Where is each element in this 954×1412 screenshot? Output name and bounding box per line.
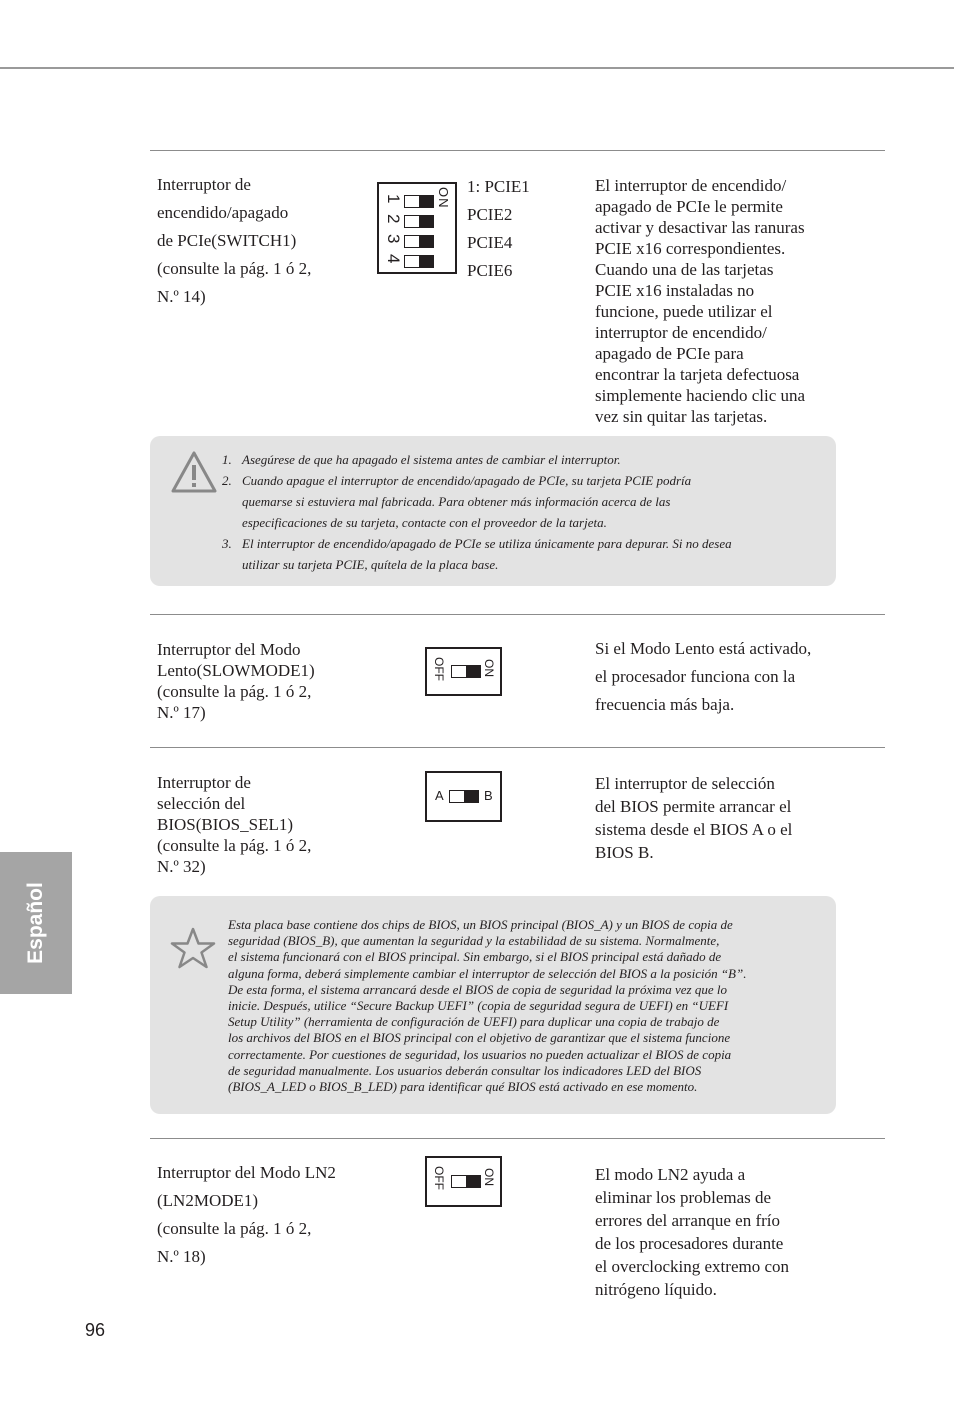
section-divider: [150, 1138, 885, 1139]
dip-switch-1: [404, 195, 434, 208]
star-icon: [170, 926, 216, 970]
ln2mode-on-label: ON: [482, 1168, 496, 1186]
ln2mode-description: El modo LN2 ayuda a eliminar los problemas de errores del arranque en frío de los procesadores durante el overclocking extremo con nitrógeno líquido.: [595, 1165, 790, 1299]
dip-number-1: 1: [384, 194, 403, 204]
ln2mode-name: Interruptor del Modo LN2 (LN2MODE1) (consulte la pág. 1 ó 2, N.º 18): [157, 1163, 336, 1266]
warning-note-list: [222, 449, 822, 575]
page-number: 96: [85, 1320, 106, 1340]
section-divider: [150, 150, 885, 151]
warning-item-2: 2. Cuando apague el interruptor de encendido/apagado de PCIe, su tarjeta PCIE podría quemarse si estuviera mal fabricada. Para obtener más información acerca de las especificaciones de su tarjeta, contacte con el proveedor de la tarjeta.: [222, 473, 692, 530]
section-divider: [150, 747, 885, 748]
bios-sel-toggle: [449, 790, 479, 803]
ln2mode-off-label: OFF: [432, 1166, 446, 1190]
slowmode-switch-diagram: [425, 647, 502, 696]
dip-switch-2: [404, 215, 434, 228]
switch1-description: El interruptor de encendido/ apagado de PCIe le permite activar y desactivar las ranuras PCIE x16 correspondientes. Cuando una de las tarjetas PCIE x16 instaladas no funcione, puede utilizar el interruptor de encendido/ apagado de PCIe para encontrar la tarjeta defectuosa simplemente haciendo clic una vez sin quitar las tarjetas.: [595, 176, 806, 426]
switch1-name: Interruptor de encendido/apagado de PCIe(SWITCH1) (consulte la pág. 1 ó 2, N.º 14): [157, 175, 312, 306]
dip-switch-4: [404, 255, 434, 268]
pcie-dip-switch-diagram: [377, 182, 457, 274]
language-side-tab: [0, 852, 72, 994]
bios-sel-switch-diagram: [425, 771, 502, 822]
dip-number-2: 2: [384, 214, 403, 224]
warning-triangle-icon: [170, 450, 218, 494]
ln2mode-switch-diagram: [425, 1156, 502, 1207]
switch1-pcie-labels: 1: PCIE1 PCIE2 PCIE4 PCIE6: [467, 177, 530, 280]
dip-number-4: 4: [384, 254, 403, 264]
ln2mode-toggle: [451, 1175, 481, 1188]
slowmode-off-label: OFF: [432, 657, 446, 681]
slowmode-description: Si el Modo Lento está activado, el procesador funciona con la frecuencia más baja.: [595, 639, 812, 714]
bios-note-box: [150, 896, 836, 1114]
bios-b-label: B: [484, 788, 493, 803]
header-rule: [0, 67, 954, 69]
dip-number-3: 3: [384, 234, 403, 244]
section-divider: [150, 614, 885, 615]
warning-item-1: 1. Asegúrese de que ha apagado el sistema antes de cambiar el interruptor.: [222, 452, 621, 467]
bios-note-text: Esta placa base contiene dos chips de BIOS, un BIOS principal (BIOS_A) y un BIOS de copia de seguridad (BIOS_B), que aumentan la seguridad y la estabilidad de su sistema. Normalmente, el sistema funcionará con el BIOS principal. Sin embargo, si el BIOS principal está dañado de alguna forma, deberá simplemente cambiar el interruptor de selección del BIOS a la posición “B”. De esta forma, el sistema arrancará desde el BIOS de copia de seguridad la próxima vez que lo inicie. Después, utilice “Secure Backup UEFI” (copia de seguridad segura de UEFI) en “UEFI Setup Utility” (herramienta de configuración de UEFI) para duplicar una copia de trabajo de los archivos del BIOS en el BIOS principal con el objetivo de garantizar que el sistema funcione correctamente. Por cuestiones de seguridad, los usuarios no pueden actualizar el BIOS de copia de seguridad manualmente. Los usuarios deberán consultar los indicadores LED del BIOS (BIOS_A_LED o BIOS_B_LED) para identificar qué BIOS está activado en ese momento.: [228, 917, 747, 1095]
warning-item-3: 3. El interruptor de encendido/apagado de PCIe se utiliza únicamente para depurar. Si no desea utilizar su tarjeta PCIE, quítela de la placa base.: [222, 536, 732, 572]
slowmode-toggle: [451, 665, 481, 678]
dip-on-label: ON: [436, 187, 451, 209]
bios-a-label: A: [435, 788, 444, 803]
slowmode-name: Interruptor del Modo Lento(SLOWMODE1) (consulte la pág. 1 ó 2, N.º 17): [157, 640, 315, 722]
warning-note-box: [150, 436, 836, 586]
slowmode-on-label: ON: [482, 659, 496, 677]
bios-sel-description: El interruptor de selección del BIOS permite arrancar el sistema desde el BIOS A o el BIOS B.: [595, 774, 793, 862]
language-side-tab-label: Español: [24, 882, 47, 964]
dip-switch-3: [404, 235, 434, 248]
bios-sel-name: Interruptor de selección del BIOS(BIOS_SEL1) (consulte la pág. 1 ó 2, N.º 32): [157, 773, 312, 876]
